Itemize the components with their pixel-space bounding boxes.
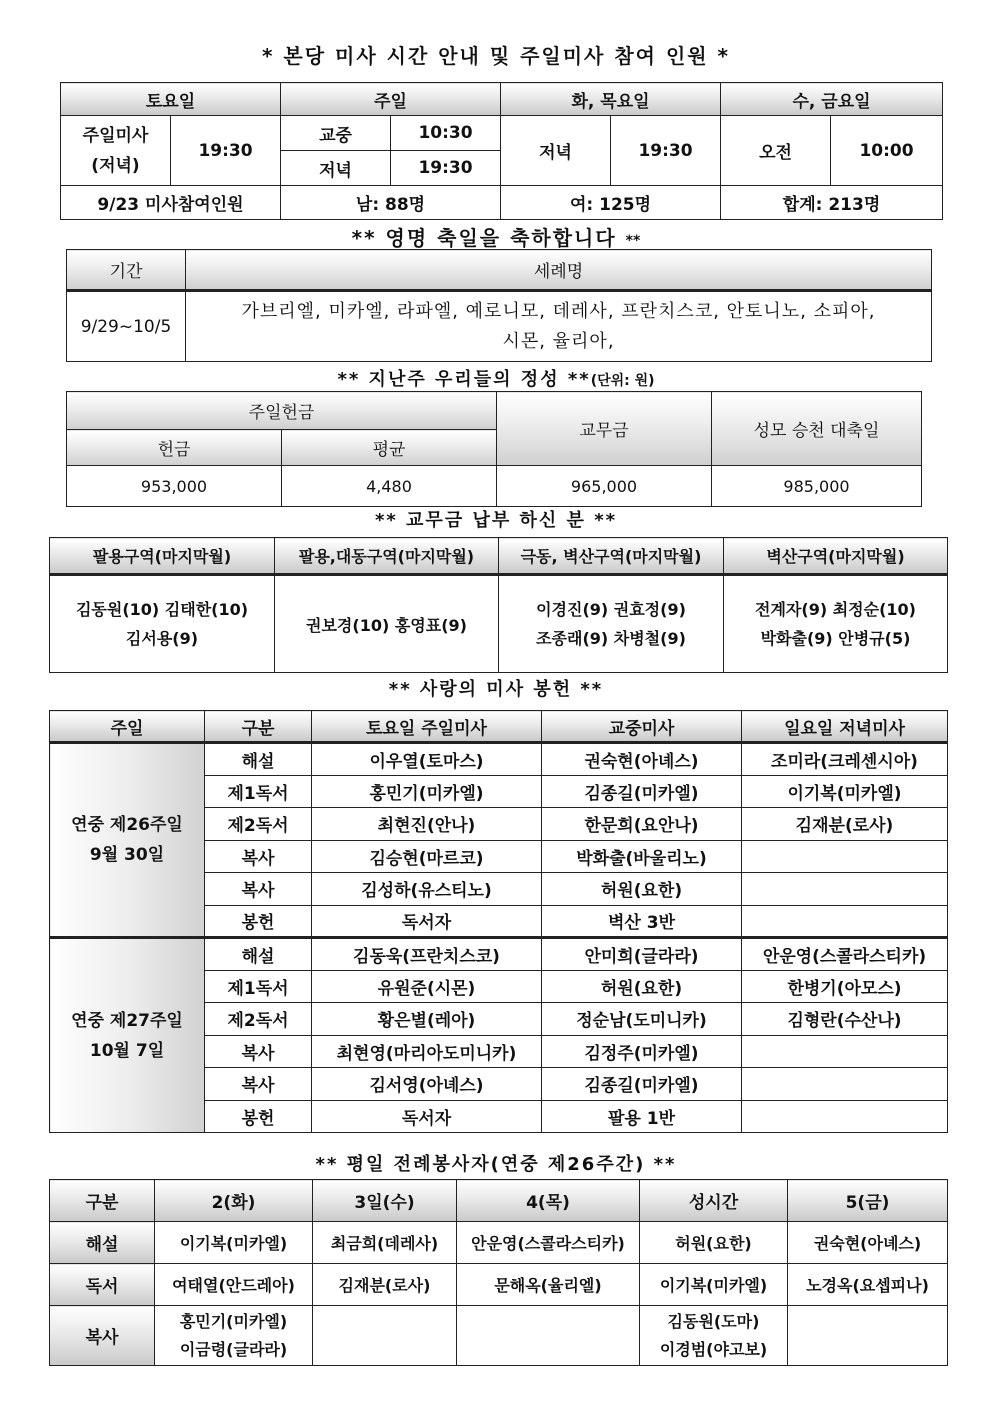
service-cell: 최현영(마리아도미니카): [312, 1035, 542, 1068]
service-cell: 최현진(안나): [312, 808, 542, 841]
service-role: 복사: [205, 1035, 312, 1068]
service-cell: 김형란(수산나): [742, 1003, 948, 1036]
header-sunday: 주일: [281, 83, 501, 116]
sunday-main-time: 10:30: [391, 116, 501, 151]
service-cell: 김종길(미카엘): [542, 775, 742, 808]
service-cell: 안운영(스콜라스티카): [742, 938, 948, 971]
service-role: 제1독서: [205, 775, 312, 808]
header-tue-thu: 화, 목요일: [501, 83, 721, 116]
assumption-value: 985,000: [712, 466, 922, 507]
service-role: 복사: [205, 1068, 312, 1101]
weekday-header-wed: 3일(수): [313, 1180, 457, 1222]
service-cell: 허원(요한): [542, 873, 742, 906]
service-header-main: 교중미사: [542, 711, 742, 743]
service-cell: 권숙현(아녜스): [542, 743, 742, 776]
header-saturday: 토요일: [61, 83, 281, 116]
weekday-cell: 노경옥(요셉피나): [788, 1264, 948, 1306]
service-row: [50, 743, 948, 776]
attendance-female: 여: 125명: [501, 186, 721, 220]
parish-fee-header: 교무금: [497, 392, 712, 466]
attendance-total: 합계: 213명: [721, 186, 943, 220]
feast-table: [66, 249, 932, 362]
service-cell: 홍민기(미카엘): [312, 775, 542, 808]
offering-title: ** 지난주 우리들의 정성 **(단위: 원): [337, 369, 655, 390]
offering-table: [66, 391, 922, 507]
service-cell: 이우열(토마스): [312, 743, 542, 776]
weekday-header-role: 구분: [50, 1180, 155, 1222]
service-cell: 김정주(미카엘): [542, 1035, 742, 1068]
weekday-cell: 이기복(미카엘): [640, 1264, 788, 1306]
weekday-cell-empty: [313, 1306, 457, 1366]
parish-fee-value: 965,000: [497, 466, 712, 507]
saturday-mass-label: 주일미사 (저녁): [61, 116, 171, 186]
payers-table: [49, 537, 948, 673]
service-cell: 유원준(시몬): [312, 970, 542, 1003]
service-header-evening: 일요일 저녁미사: [742, 711, 948, 743]
service-role: 복사: [205, 840, 312, 873]
service-cell: [742, 1035, 948, 1068]
service-cell: 김승현(마르코): [312, 840, 542, 873]
week-label: 연중 제26주일 9월 30일: [50, 743, 205, 938]
service-cell: 정순남(도미니카): [542, 1003, 742, 1036]
service-role: 복사: [205, 873, 312, 906]
payers-col-2: 권보경(10) 홍영표(9): [275, 575, 499, 673]
weekday-table: [49, 1179, 948, 1366]
service-cell: 독서자: [312, 905, 542, 938]
weekday-title: ** 평일 전례봉사자(연중 제26주간) **: [315, 1154, 677, 1175]
weekday-cell: 김동원(도마) 이경범(야고보): [640, 1306, 788, 1366]
week-label: 연중 제27주일 10월 7일: [50, 938, 205, 1133]
tue-thu-label: 저녁: [501, 116, 611, 186]
service-role: 해설: [205, 938, 312, 971]
service-row: [50, 938, 948, 971]
weekday-cell: 이기복(미카엘): [155, 1222, 313, 1264]
average-header: 평균: [282, 430, 497, 466]
payers-col-1: 김동원(10) 김태한(10) 김서용(9): [50, 575, 275, 673]
service-cell: [742, 1068, 948, 1101]
service-cell: [742, 840, 948, 873]
weekday-cell: 김재분(로사): [313, 1264, 457, 1306]
service-cell: 한문희(요안나): [542, 808, 742, 841]
payers-col-4: 전계자(9) 최정순(10) 박화출(9) 안병규(5): [724, 575, 948, 673]
service-role: 봉헌: [205, 1100, 312, 1133]
mass-times-title: * 본당 미사 시간 안내 및 주일미사 참여 인원 *: [261, 44, 731, 68]
weekday-cell-empty: [788, 1306, 948, 1366]
service-role: 제1독서: [205, 970, 312, 1003]
payers-header-3: 극동, 벽산구역(마지막월): [499, 538, 724, 575]
sunday-evening-time: 19:30: [391, 151, 501, 186]
service-role: 제2독서: [205, 1003, 312, 1036]
attendance-male: 남: 88명: [281, 186, 501, 220]
payers-header-4: 벽산구역(마지막월): [724, 538, 948, 575]
payers-header-2: 팔용,대동구역(마지막월): [275, 538, 499, 575]
weekday-cell: 안운영(스콜라스티카): [457, 1222, 640, 1264]
service-cell: [742, 905, 948, 938]
wed-fri-label: 오전: [721, 116, 831, 186]
service-cell: 김성하(유스티노): [312, 873, 542, 906]
weekday-role-server: 복사: [50, 1306, 155, 1366]
service-header-saturday: 토요일 주일미사: [312, 711, 542, 743]
cash-value: 953,000: [67, 466, 282, 507]
service-table: [49, 710, 948, 1133]
mass-times-table: [60, 82, 943, 220]
payers-col-3: 이경진(9) 권효정(9) 조종래(9) 차병철(9): [499, 575, 724, 673]
average-value: 4,480: [282, 466, 497, 507]
service-cell: 황은별(레아): [312, 1003, 542, 1036]
service-header-role: 구분: [205, 711, 312, 743]
service-cell: [742, 873, 948, 906]
weekday-header-holy-hour: 성시간: [640, 1180, 788, 1222]
feast-period: 9/29~10/5: [67, 291, 186, 362]
assumption-header: 성모 승천 대축일: [712, 392, 922, 466]
service-cell: 김종길(미카엘): [542, 1068, 742, 1101]
service-cell: 김동욱(프란치스코): [312, 938, 542, 971]
service-role: 제2독서: [205, 808, 312, 841]
payers-title: ** 교무금 납부 하신 분 **: [374, 510, 618, 531]
service-cell: 한병기(아모스): [742, 970, 948, 1003]
sunday-main-label: 교중: [281, 116, 391, 151]
weekday-cell: 여태열(안드레아): [155, 1264, 313, 1306]
saturday-mass-time: 19:30: [171, 116, 281, 186]
service-cell: 이기복(미카엘): [742, 775, 948, 808]
service-cell: [742, 1100, 948, 1133]
service-role: 봉헌: [205, 905, 312, 938]
weekday-cell: 허원(요한): [640, 1222, 788, 1264]
weekday-cell: 최금희(데레사): [313, 1222, 457, 1264]
feast-names: 가브리엘, 미카엘, 라파엘, 예로니모, 데레사, 프란치스코, 안토니노, 소피아, 시몬, 율리아,: [186, 291, 932, 362]
weekday-cell: 권숙현(아녜스): [788, 1222, 948, 1264]
week2-rows: [50, 938, 948, 1133]
service-cell: 벽산 3반: [542, 905, 742, 938]
service-title: ** 사랑의 미사 봉헌 **: [388, 679, 604, 700]
weekday-header-tue: 2(화): [155, 1180, 313, 1222]
service-cell: 팔용 1반: [542, 1100, 742, 1133]
service-role: 해설: [205, 743, 312, 776]
service-cell: 김서영(아녜스): [312, 1068, 542, 1101]
feast-period-header: 기간: [67, 250, 186, 291]
feast-names-header: 세례명: [186, 250, 932, 291]
weekday-cell: 문해옥(율리엘): [457, 1264, 640, 1306]
weekday-role-commentary: 해설: [50, 1222, 155, 1264]
weekday-role-reading: 독서: [50, 1264, 155, 1306]
service-cell: 박화출(바울리노): [542, 840, 742, 873]
weekday-header-fri: 5(금): [788, 1180, 948, 1222]
attendance-label: 9/23 미사참여인원: [61, 186, 281, 220]
wed-fri-time: 10:00: [831, 116, 943, 186]
cash-header: 헌금: [67, 430, 282, 466]
feast-title: ** 영명 축일을 축하합니다 **: [351, 226, 641, 250]
service-cell: 김재분(로사): [742, 808, 948, 841]
weekday-cell: 홍민기(미카엘) 이금령(글라라): [155, 1306, 313, 1366]
sunday-evening-label: 저녁: [281, 151, 391, 186]
header-wed-fri: 수, 금요일: [721, 83, 943, 116]
tue-thu-time: 19:30: [611, 116, 721, 186]
weekday-cell-empty: [457, 1306, 640, 1366]
service-cell: 안미희(글라라): [542, 938, 742, 971]
service-cell: 조미라(크레센시아): [742, 743, 948, 776]
service-cell: 독서자: [312, 1100, 542, 1133]
week1-rows: [50, 743, 948, 938]
service-cell: 허원(요한): [542, 970, 742, 1003]
weekday-header-thu: 4(목): [457, 1180, 640, 1222]
payers-header-1: 팔용구역(마지막월): [50, 538, 275, 575]
service-header-week: 주일: [50, 711, 205, 743]
sunday-offering-header: 주일헌금: [67, 392, 497, 430]
